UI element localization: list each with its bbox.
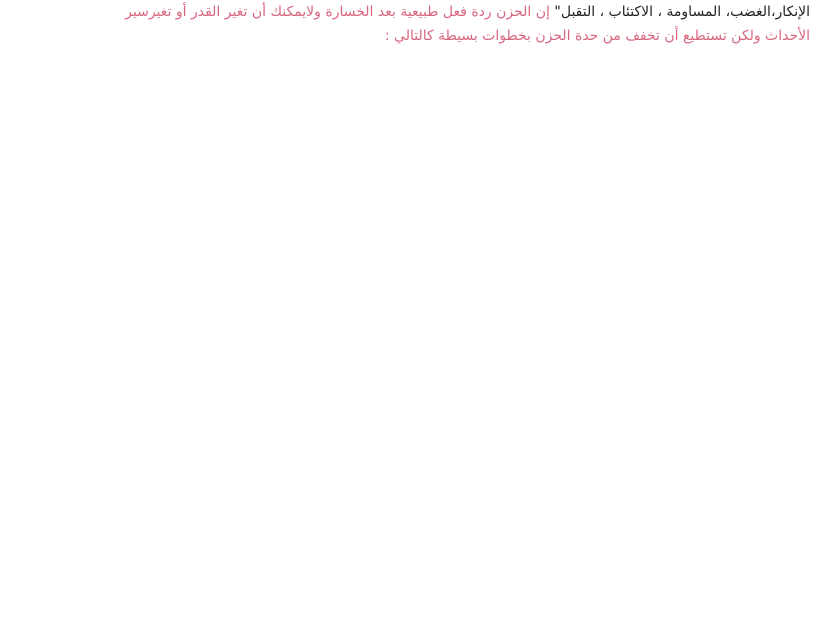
intro-paragraph — [30, 0, 810, 48]
intro-line1-black: الإنكار،الغضب، المساومة ، الاكتئاب ، التقبل" — [554, 4, 810, 20]
intro-line2: الأحداث ولكن تستطيع أن تخفف من حدة الحزن بخطوات بسيطة كالتالي : — [384, 28, 810, 44]
intro-line1-pink: إن الحزن ردة فعل طبيعية بعد الخسارة ولايمكنك أن تغير القدر أو تغيرسير — [125, 4, 550, 20]
